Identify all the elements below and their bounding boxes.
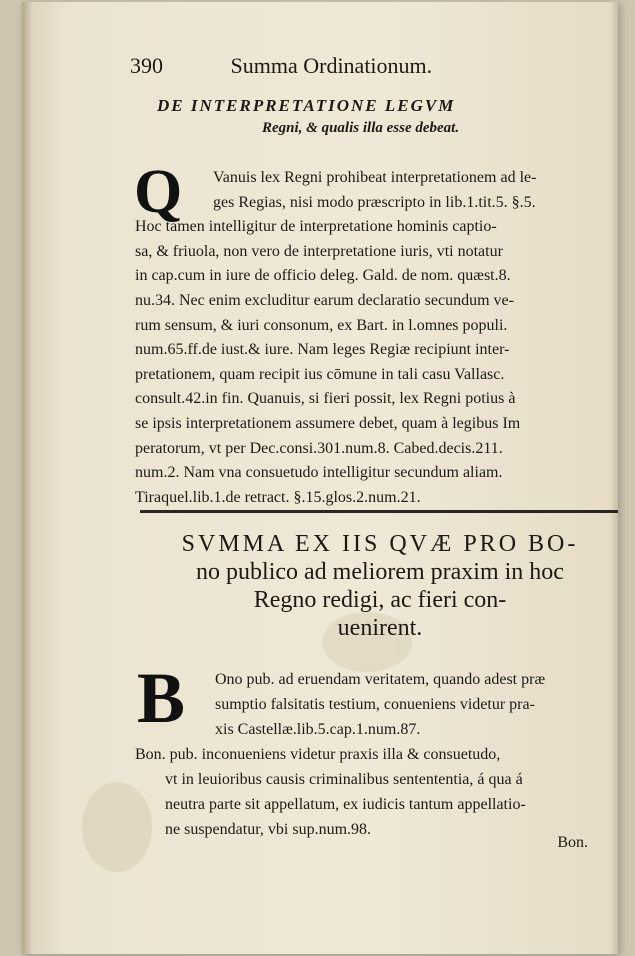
heading-line: uenirent.: [337, 615, 423, 641]
text-line: num.2. Nam vna consuetudo intelligitur secundum aliam.: [135, 464, 503, 482]
section-divider: [140, 510, 618, 513]
paragraph-bono-publico: [135, 667, 610, 842]
running-title: Summa Ordinationum.: [230, 53, 433, 78]
text-line: ne suspendatur, vbi sup.num.98.: [165, 821, 372, 838]
catchword: Bon.: [557, 834, 588, 851]
text-line: xis Castellæ.lib.5.cap.1.num.87.: [215, 721, 421, 738]
paragraph-interpretation: [135, 166, 605, 510]
drop-cap: Q: [134, 158, 183, 226]
section-heading: [140, 530, 618, 642]
text-line: Hoc tamen intelligitur de interpretatione hominis captio-: [135, 218, 497, 236]
text-line: sa, & friuola, non vero de interpretatione iuris, vti notatur: [135, 242, 503, 260]
drop-cap: B: [137, 658, 186, 738]
book-page: [22, 2, 618, 954]
heading-line: SVMMA EX IIS QVÆ PRO BO-: [181, 531, 579, 557]
text-line: neutra parte sit appellatum, ex iudicis tantum appellatio-: [165, 796, 526, 813]
section-subtitle: Regni, & qualis illa esse debeat.: [262, 120, 460, 136]
page-edge: [610, 2, 618, 954]
section-title: DE INTERPRETATIONE LEGVM: [157, 96, 456, 115]
heading-line: Regno redigi, ac fieri con-: [253, 587, 507, 613]
text-line: peratorum, vt per Dec.consi.301.num.8. Cabed.decis.211.: [135, 439, 503, 457]
text-line: nu.34. Nec enim excluditur earum declaratio secundum ve-: [135, 291, 514, 309]
text-line: vt in leuioribus causis criminalibus sentententia, á qua á: [165, 771, 523, 788]
heading-line: no publico ad meliorem praxim in hoc: [196, 559, 564, 585]
text-line: Ono pub. ad eruendam veritatem, quando adest præ: [215, 671, 546, 688]
text-line: in cap.cum in iure de officio deleg. Gald. de nom. quæst.8.: [135, 267, 511, 285]
text-line: ges Regias, nisi modo præscripto in lib.1.tit.5. §.5.: [213, 193, 536, 211]
running-header: [130, 52, 600, 80]
text-line: rum sensum, & iuri consonum, ex Bart. in l.omnes populi.: [135, 316, 508, 334]
page-number: 390: [130, 53, 163, 78]
page-gutter: [22, 2, 32, 954]
text-line: Vanuis lex Regni prohibeat interpretationem ad le-: [213, 169, 537, 186]
text-line: Tiraquel.lib.1.de retract. §.15.glos.2.num.21.: [135, 488, 421, 506]
text-line: sumptio falsitatis testium, conueniens videtur pra-: [215, 696, 535, 713]
text-line: se ipsis interpretationem assumere debet, quam à legibus Im: [135, 414, 521, 432]
text-line: Bon. pub. inconueniens videtur praxis illa & consuetudo,: [135, 746, 501, 763]
text-line: consult.42.in fin. Quanuis, si fieri possit, lex Regni potius à: [135, 390, 516, 408]
text-line: num.65.ff.de iust.& iure. Nam leges Regiæ recipiunt inter-: [135, 341, 510, 359]
text-line: pretationem, quam recipit ius cōmune in tali casu Vallasc.: [135, 365, 505, 383]
